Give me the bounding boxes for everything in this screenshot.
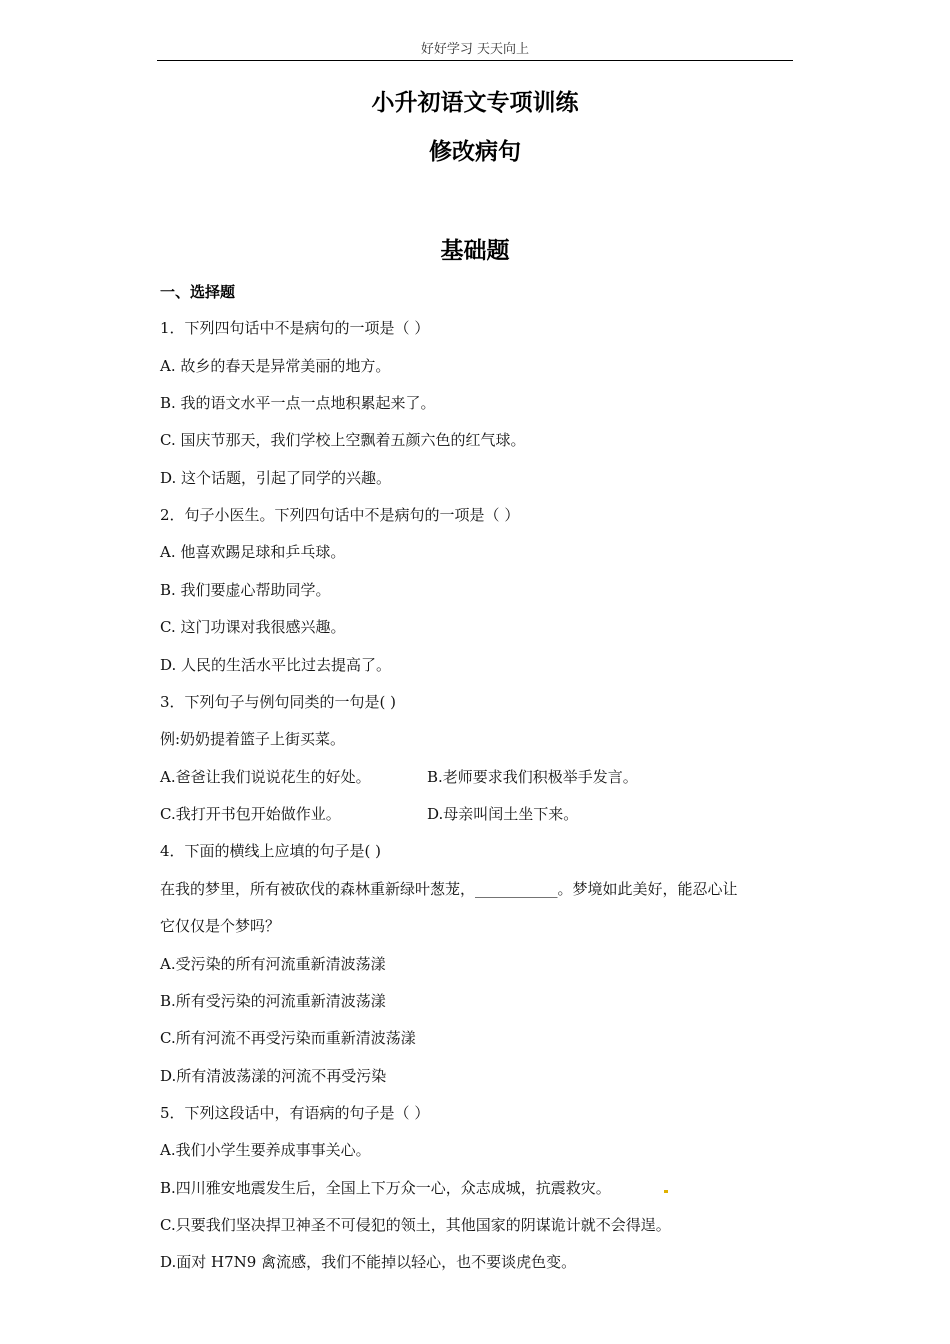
level-title: 基础题 (440, 238, 510, 264)
question-2-option-b: B. 我们要虚心帮助同学。 (160, 581, 331, 599)
question-2-option-a: A. 他喜欢踢足球和乒乓球。 (160, 543, 346, 561)
question-5-option-d: D.面对 H7N9 禽流感，我们不能掉以轻心，也不要谈虎色变。 (160, 1253, 577, 1271)
question-3-option-a: A.爸爸让我们说说花生的好处。 (160, 768, 371, 786)
main-title: 小升初语文专项训练 (371, 90, 579, 116)
question-2-option-d: D. 人民的生活水平比过去提高了。 (160, 656, 392, 674)
question-3-stem: 3．下列句子与例句同类的一句是( ) (160, 693, 397, 711)
question-5-stem: 5．下列这段话中，有语病的句子是（ ） (160, 1104, 430, 1122)
question-3-option-d: D.母亲叫闰土坐下来。 (427, 805, 579, 823)
header-divider (157, 60, 793, 61)
question-4-passage-line-2: 它仅仅是个梦吗？ (160, 917, 281, 935)
question-1-option-c: C. 国庆节那天，我们学校上空飘着五颜六色的红气球。 (160, 431, 526, 449)
question-5-option-b: B.四川雅安地震发生后，全国上下万众一心，众志成城，抗震救灾。 (160, 1179, 611, 1197)
question-2-option-c: C. 这门功课对我很感兴趣。 (160, 618, 346, 636)
question-1-stem: 1．下列四句话中不是病句的一项是（ ） (160, 319, 430, 337)
question-4-passage-line-1: 在我的梦里，所有被砍伐的森林重新绿叶葱茏，___________。梦境如此美好，能忍心让 (160, 880, 738, 898)
question-4-option-c: C.所有河流不再受污染而重新清波荡漾 (160, 1029, 416, 1047)
question-1-option-a: A. 故乡的春天是异常美丽的地方。 (160, 357, 391, 375)
question-3-option-c: C.我打开书包开始做作业。 (160, 805, 341, 823)
question-4-stem: 4．下面的横线上应填的句子是( ) (160, 842, 382, 860)
page-header: 好好学习 天天向上 (420, 42, 530, 57)
question-4-option-d: D.所有清波荡漾的河流不再受污染 (160, 1067, 387, 1085)
question-3-example: 例:奶奶提着篮子上街买菜。 (160, 730, 346, 748)
question-5-option-c: C.只要我们坚决捍卫神圣不可侵犯的领土，其他国家的阴谋诡计就不会得逞。 (160, 1216, 671, 1234)
question-3-option-b: B.老师要求我们积极举手发言。 (427, 768, 638, 786)
question-1-option-b: B. 我的语文水平一点一点地积累起来了。 (160, 394, 436, 412)
question-4-option-b: B.所有受污染的河流重新清波荡漾 (160, 992, 386, 1010)
question-2-stem: 2．句子小医生。下列四句话中不是病句的一项是（ ） (160, 506, 520, 524)
question-4-option-a: A.受污染的所有河流重新清波荡漾 (160, 955, 386, 973)
section-heading: 一、选择题 (160, 283, 236, 301)
sub-title: 修改病句 (429, 139, 521, 165)
highlight-mark (664, 1190, 668, 1193)
question-5-option-a: A.我们小学生要养成事事关心。 (160, 1141, 371, 1159)
question-1-option-d: D. 这个话题，引起了同学的兴趣。 (160, 469, 392, 487)
